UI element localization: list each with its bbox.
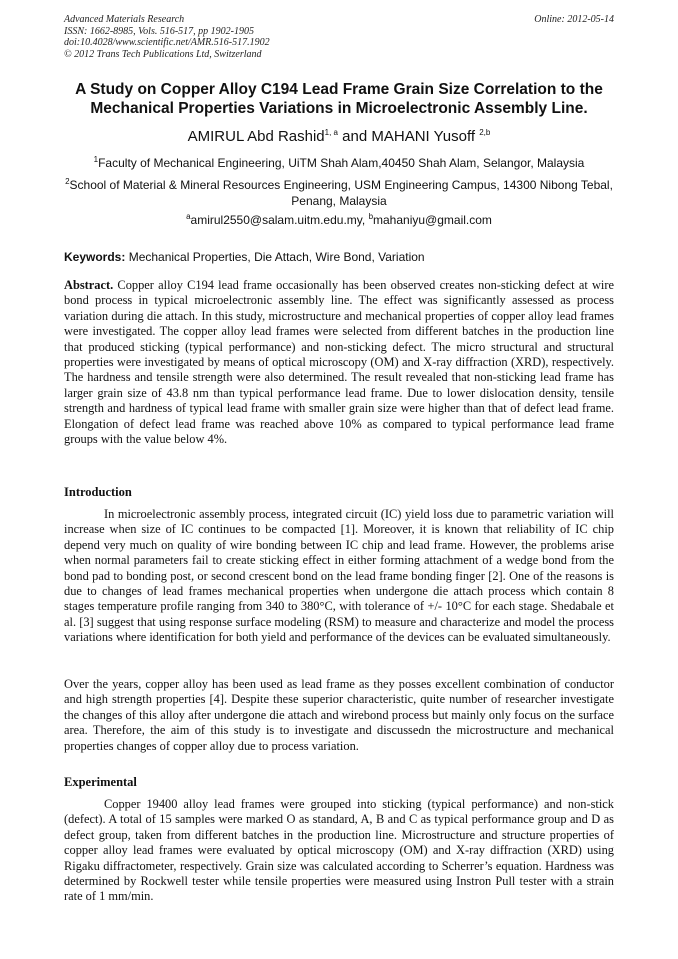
- author-conjunction: and: [338, 128, 372, 145]
- author-2-affil: 2,b: [479, 128, 491, 137]
- affiliation-1: [60, 156, 618, 172]
- journal-name: Advanced Materials Research: [64, 14, 185, 25]
- experimental-heading: Experimental: [64, 775, 137, 789]
- introduction-heading: Introduction: [64, 485, 132, 499]
- paper-title: [40, 80, 638, 118]
- author-list: [40, 128, 638, 146]
- affiliation-2: [60, 178, 618, 209]
- email-b-mark: b: [368, 212, 374, 221]
- copyright-line: © 2012 Trans Tech Publications Ltd, Switzerland: [64, 48, 262, 60]
- abstract-label: Abstract.: [64, 278, 114, 292]
- affiliation-2-mark: 2: [65, 177, 70, 186]
- keywords: [64, 250, 614, 265]
- email-b: mahaniyu@gmail.com: [373, 213, 492, 227]
- title-line-1: A Study on Copper Alloy C194 Lead Frame Grain Size Correlation to the: [75, 81, 603, 98]
- email-a-mark: a: [186, 212, 191, 221]
- author-emails: [60, 213, 618, 228]
- experimental-paragraph-1: Copper 19400 alloy lead frames were grouped into sticking (typical performance) and non-stick (defect). A total of 15 samples were marked O as standard, A, B and C as typical performance group and D as defect group, taken from different batches in the production line. Microstructure and structure properties of copper alloy lead frames were evaluated by optical microscopy (OM) and X-ray diffraction (XRD) using Rigaku diffractometer, respectively. Grain size was calculated according to Scherrer’s equation. Hardness was determined by Rockwell tester while tensile properties were measured using Instron Pull tester with a strain rate of 1 mm/min.: [64, 797, 614, 904]
- introduction-paragraph-1: In microelectronic assembly process, integrated circuit (IC) yield loss due to parametric variation will increase when size of IC continues to be compacted [1]. Moreover, it is known that reliability of IC chip depend very much on quality of wire bonding between IC chip and lead frame. However, the problems arise when normal parameters fail to create sticking effect in either forming attachment of a wedge bond from the bond pad to bonding post, or second crescent bond on the lead frame bonding finger [2]. One of the reasons is due to changes of lead frames mechanical properties when undergone die attach process which contain 8 stages temperature profile ranging from 340 to 380°C, with tolerance of +/- 10°C for each stage. Shedabale et al. [3] suggest that using response surface modeling (RSM) to measure and characterize and model the process variations where identification for both yield and performance of the devices can be evaluated simultaneously.: [64, 507, 614, 645]
- keywords-label: Keywords:: [64, 250, 126, 264]
- affiliation-2-text: School of Material & Mineral Resources Engineering, USM Engineering Campus, 14300 Nibong Tebal, Penang, Malaysia: [69, 178, 613, 208]
- affiliation-1-mark: 1: [93, 155, 99, 164]
- doi-line: doi:10.4028/www.scientific.net/AMR.516-517.1902: [64, 37, 270, 48]
- keywords-text: Mechanical Properties, Die Attach, Wire Bond, Variation: [125, 250, 425, 264]
- journal-header: [64, 14, 270, 60]
- abstract: [64, 278, 614, 447]
- affiliation-1-text: Faculty of Mechanical Engineering, UiTM Shah Alam,40450 Shah Alam, Selangor, Malaysia: [98, 156, 585, 170]
- author-1-affil: 1, a: [324, 128, 338, 137]
- issn-line: ISSN: 1662-8985, Vols. 516-517, pp 1902-1905: [64, 25, 254, 37]
- email-a: amirul2550@salam.uitm.edu.my,: [190, 213, 369, 227]
- author-1: AMIRUL Abd Rashid: [187, 128, 325, 145]
- title-line-2: Mechanical Properties Variations in Microelectronic Assembly Line.: [90, 100, 588, 117]
- online-date: Online: 2012-05-14: [534, 14, 614, 25]
- abstract-text: Copper alloy C194 lead frame occasionally has been observed creates non-sticking defect at wire bond process in typical microelectronic assembly line. The effect was significantly assessed as process variation during die attach. In this study, microstructure and mechanical properties of copper alloy lead frames were investigated. The copper alloy lead frames were selected from different batches in the production line that produced sticking (typical performance) and non-sticking defect. The micro structural and structural properties were investigated by means of optical microscopy (OM) and X-ray diffraction (XRD), respectively. The hardness and tensile strength were also determined. The result revealed that non-sticking lead frame has larger grain size of 43.8 nm than typical performance lead frame. Due to lower dislocation density, tensile strength and hardness of typical lead frame with smaller grain size were higher than that of defect lead frame. Elongation of defect lead frame was reached above 10% as compared to typical performance lead frame groups with the value below 4%.: [64, 278, 614, 447]
- introduction-paragraph-2: Over the years, copper alloy has been used as lead frame as they posses excellent combination of conductor and high strength properties [4]. Despite these superior characteristic, quite number of researcher investigate the changes of this alloy after undergone die attach and wirebond process but mainly only focus on the surface area. Therefore, the aim of this study is to investigate and discussedn the microstructure and mechanical properties changes of copper alloy due to process variation.: [64, 677, 614, 753]
- author-2: MAHANI Yusoff: [371, 128, 476, 145]
